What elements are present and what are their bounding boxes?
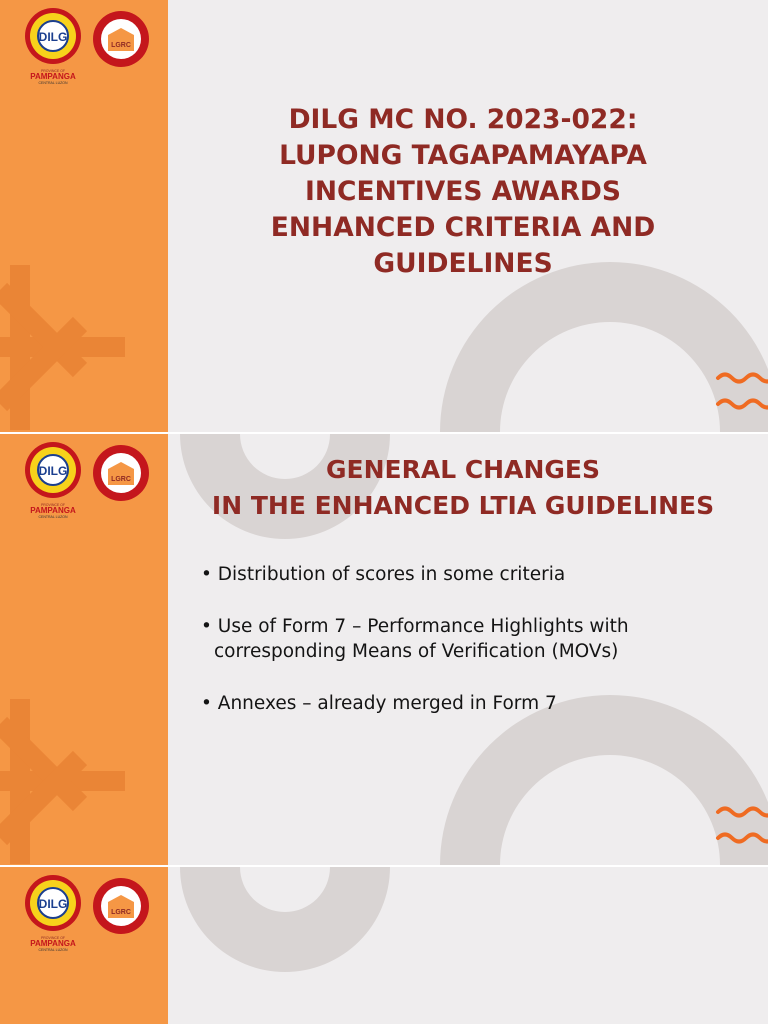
svg-text:PROVINCE OF: PROVINCE OF — [40, 69, 66, 73]
title-line: LUPONG TAGAPAMAYAPA — [279, 140, 647, 171]
title-line: INCENTIVES AWARDS — [305, 176, 621, 207]
slide-3 — [0, 867, 768, 1024]
slide-1 — [0, 0, 768, 432]
lgrc-seal-logo — [93, 11, 149, 67]
bullet-item: • Use of Form 7 – Performance Highlights with corresponding Means of Verification (MOVs) — [201, 616, 629, 662]
title-line: IN THE ENHANCED LTIA GUIDELINES — [211, 491, 715, 520]
svg-text:LGRC: LGRC — [111, 42, 131, 49]
svg-text:DILG: DILG — [38, 30, 68, 44]
lgrc-seal-logo — [93, 445, 149, 501]
title-line: GUIDELINES — [373, 248, 553, 279]
svg-text:CENTRAL LUZON: CENTRAL LUZON — [38, 515, 68, 519]
svg-text:CENTRAL LUZON: CENTRAL LUZON — [38, 81, 68, 85]
svg-text:DILG: DILG — [38, 464, 68, 478]
slide-title — [178, 102, 748, 282]
svg-text:PAMPANGA: PAMPANGA — [30, 939, 76, 948]
dilg-seal-logo — [25, 875, 81, 931]
svg-text:LGRC: LGRC — [111, 476, 131, 483]
slide-title — [178, 452, 748, 524]
bullet-item: • Distribution of scores in some criteria — [201, 564, 566, 585]
svg-text:PAMPANGA: PAMPANGA — [30, 72, 76, 81]
svg-text:LGRC: LGRC — [111, 909, 131, 916]
dilg-seal-logo — [25, 8, 81, 64]
title-line: GENERAL CHANGES — [326, 455, 600, 484]
logo-group — [20, 6, 155, 86]
lgrc-seal-logo — [93, 878, 149, 934]
bullet-item: • Annexes – already merged in Form 7 — [201, 693, 557, 714]
arc-shape — [440, 262, 768, 432]
logo-group — [20, 873, 155, 953]
bullet-list — [201, 562, 721, 743]
logo-group — [20, 440, 155, 520]
arc-shape — [180, 867, 390, 972]
dilg-seal-logo — [25, 442, 81, 498]
svg-text:CENTRAL LUZON: CENTRAL LUZON — [38, 948, 68, 952]
svg-text:PROVINCE OF: PROVINCE OF — [40, 503, 66, 507]
svg-text:DILG: DILG — [38, 897, 68, 911]
title-line: ENHANCED CRITERIA AND — [270, 212, 656, 243]
title-line: DILG MC NO. 2023-022: — [288, 104, 638, 135]
svg-text:PAMPANGA: PAMPANGA — [30, 506, 76, 515]
svg-text:PROVINCE OF: PROVINCE OF — [40, 936, 66, 940]
